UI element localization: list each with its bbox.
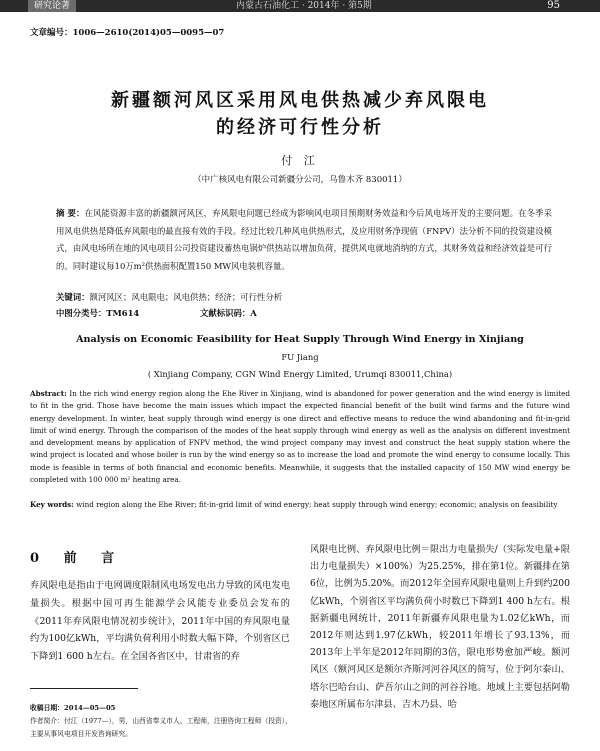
footnote-author-bio: 作者简介：付江（1977—），男，山西省奉义市人，工程师，注册咨询工程师（投资），主要从事风电项目开发咨询研究。 [30, 717, 292, 738]
document-code: 文献标识码：A [200, 308, 257, 318]
english-author: FU Jiang [281, 352, 319, 362]
english-keywords-label: Key words: [30, 500, 74, 509]
body-paragraph-right: 风限电比例、弃风限电比例＝限出力电量损失/（实际发电量+限出力电量损失）×100%）为25.25%，排在第1位。新疆排在第6位，比例为5.20%。而2012年全国弃风限电量则上升到约200亿kWh，个别省区平均满负荷小时数已下降到1 400 h左右。根据新疆电网统计，2011年新疆弃风限电量为1.02亿kWh，而2012年则达到1.97亿kWh，较2011年增长了93.13%，而2013年上半年是2012年同期的3倍，限电形势愈加严峻。额河风区（额河风区是额尔齐斯河河谷风区的简写，位于阿尔泰山、塔尔巴哈台山、萨吾尔山之间的河谷谷地。地域上主要包括阿勒泰地区所属布尔津县、吉木乃县、哈 [310, 544, 570, 710]
chinese-author: 付 江 [281, 154, 319, 167]
page-number: 95 [547, 0, 560, 11]
chinese-title-line-2: 的经济可行性分析 [216, 117, 384, 138]
english-abstract-label: Abstract: [30, 389, 67, 398]
journal-tag: 研究论著 [28, 0, 76, 12]
chinese-keywords-label: 关键词： [56, 292, 90, 302]
chinese-keywords-text: 额河风区；风电限电；风电供热；经济；可行性分析 [89, 292, 283, 302]
chinese-abstract-label: 摘 要： [56, 208, 85, 218]
english-abstract-text: In the rich wind energy region along the Ehe River in Xinjiang, wind is abandoned for power generation and the wind energy is limited to fit in the grid. Those have become the main issues which impact the expected financial benefit of the built wind farms and the future wind energy development. In winter, heat supply through wind energy is one direct and effective means to reduce the wind abandoning and fit-in-grid limit of wind energy. Through the comparison of the modes of the heat supply through wind energy as well as the analysis on different investment and development means by application of FNPV method, the wind project company may invest and construct the heat supply station where the wind project is located and whose boiler is run by the wind energy so as to increase the load and promote the wind energy to consume locally. This mode is feasible in terms of both financial and economic benefits. Meanwhile, it suggests that the installed capacity of 150 MW wind energy be completed with 100 000 m² heating area. [30, 389, 570, 485]
footnotes [30, 702, 292, 741]
section-heading-introduction: 0 前 言 [30, 551, 125, 566]
article-number: 文章编号：1006—2610(2014)05—0095—07 [30, 28, 225, 38]
body-left-column [30, 577, 290, 666]
footnote-received-date: 收稿日期：2014—05—05 [30, 704, 116, 712]
body-right-column [310, 541, 570, 713]
journal-header-bar [0, 0, 600, 12]
chinese-abstract-text: 在风能资源丰富的新疆额河风区，弃风限电问题已经成为影响风电项目预期财务效益和今后风电场开发的主要问题。在冬季采用风电供热是降低弃风限电的最直接有效的手段。经过比较几种风电供热形式，及应用财务净现值（FNPV）法分析不同的投资建设模式，由风电场所在地的风电项目公司投资建设蓄热电锅炉供热站以增加负荷，提供风电就地消纳的方式，其财务效益和经济效益是可行的。同时建议每10万m²供热面积配置150 MW风电装机容量。 [56, 208, 552, 271]
chinese-affiliation: （中广核风电有限公司新疆分公司，乌鲁木齐 830011） [193, 175, 407, 185]
english-keywords [30, 499, 570, 511]
english-affiliation: ( Xinjiang Company, CGN Wind Energy Limited, Urumqi 830011,China) [147, 369, 453, 379]
english-title: Analysis on Economic Feasibility for Heat Supply Through Wind Energy in Xinjiang [76, 334, 524, 345]
chinese-keywords [56, 291, 552, 303]
body-paragraph-left: 弃风限电是指由于电网调度限制风电场发电出力导致的风电发电量损失。根据中国可再生能源学会风能专业委员会发布的《2011年弃风限电情况初步统计》，2011年中国的弃风限电量约为100亿kWh，平均满负荷利用小时数大幅下降，个别省区已下降到1 600 h左右。在全国各省区中，甘肃省的弃 [30, 580, 290, 663]
chinese-abstract [56, 205, 552, 275]
footnote-divider [30, 688, 138, 689]
english-keywords-text: wind region along the Ehe River; fit-in-grid limit of wind energy; heat supply through wind energy; economic; analysis on feasibility [76, 500, 558, 509]
english-abstract [30, 388, 570, 486]
classification-number: 中图分类号：TM614 [56, 308, 140, 318]
running-head: 内蒙古石油化工 · 2014年 · 第5期 [236, 1, 372, 11]
chinese-title-line-1: 新疆额河风区采用风电供热减少弃风限电 [111, 90, 489, 111]
